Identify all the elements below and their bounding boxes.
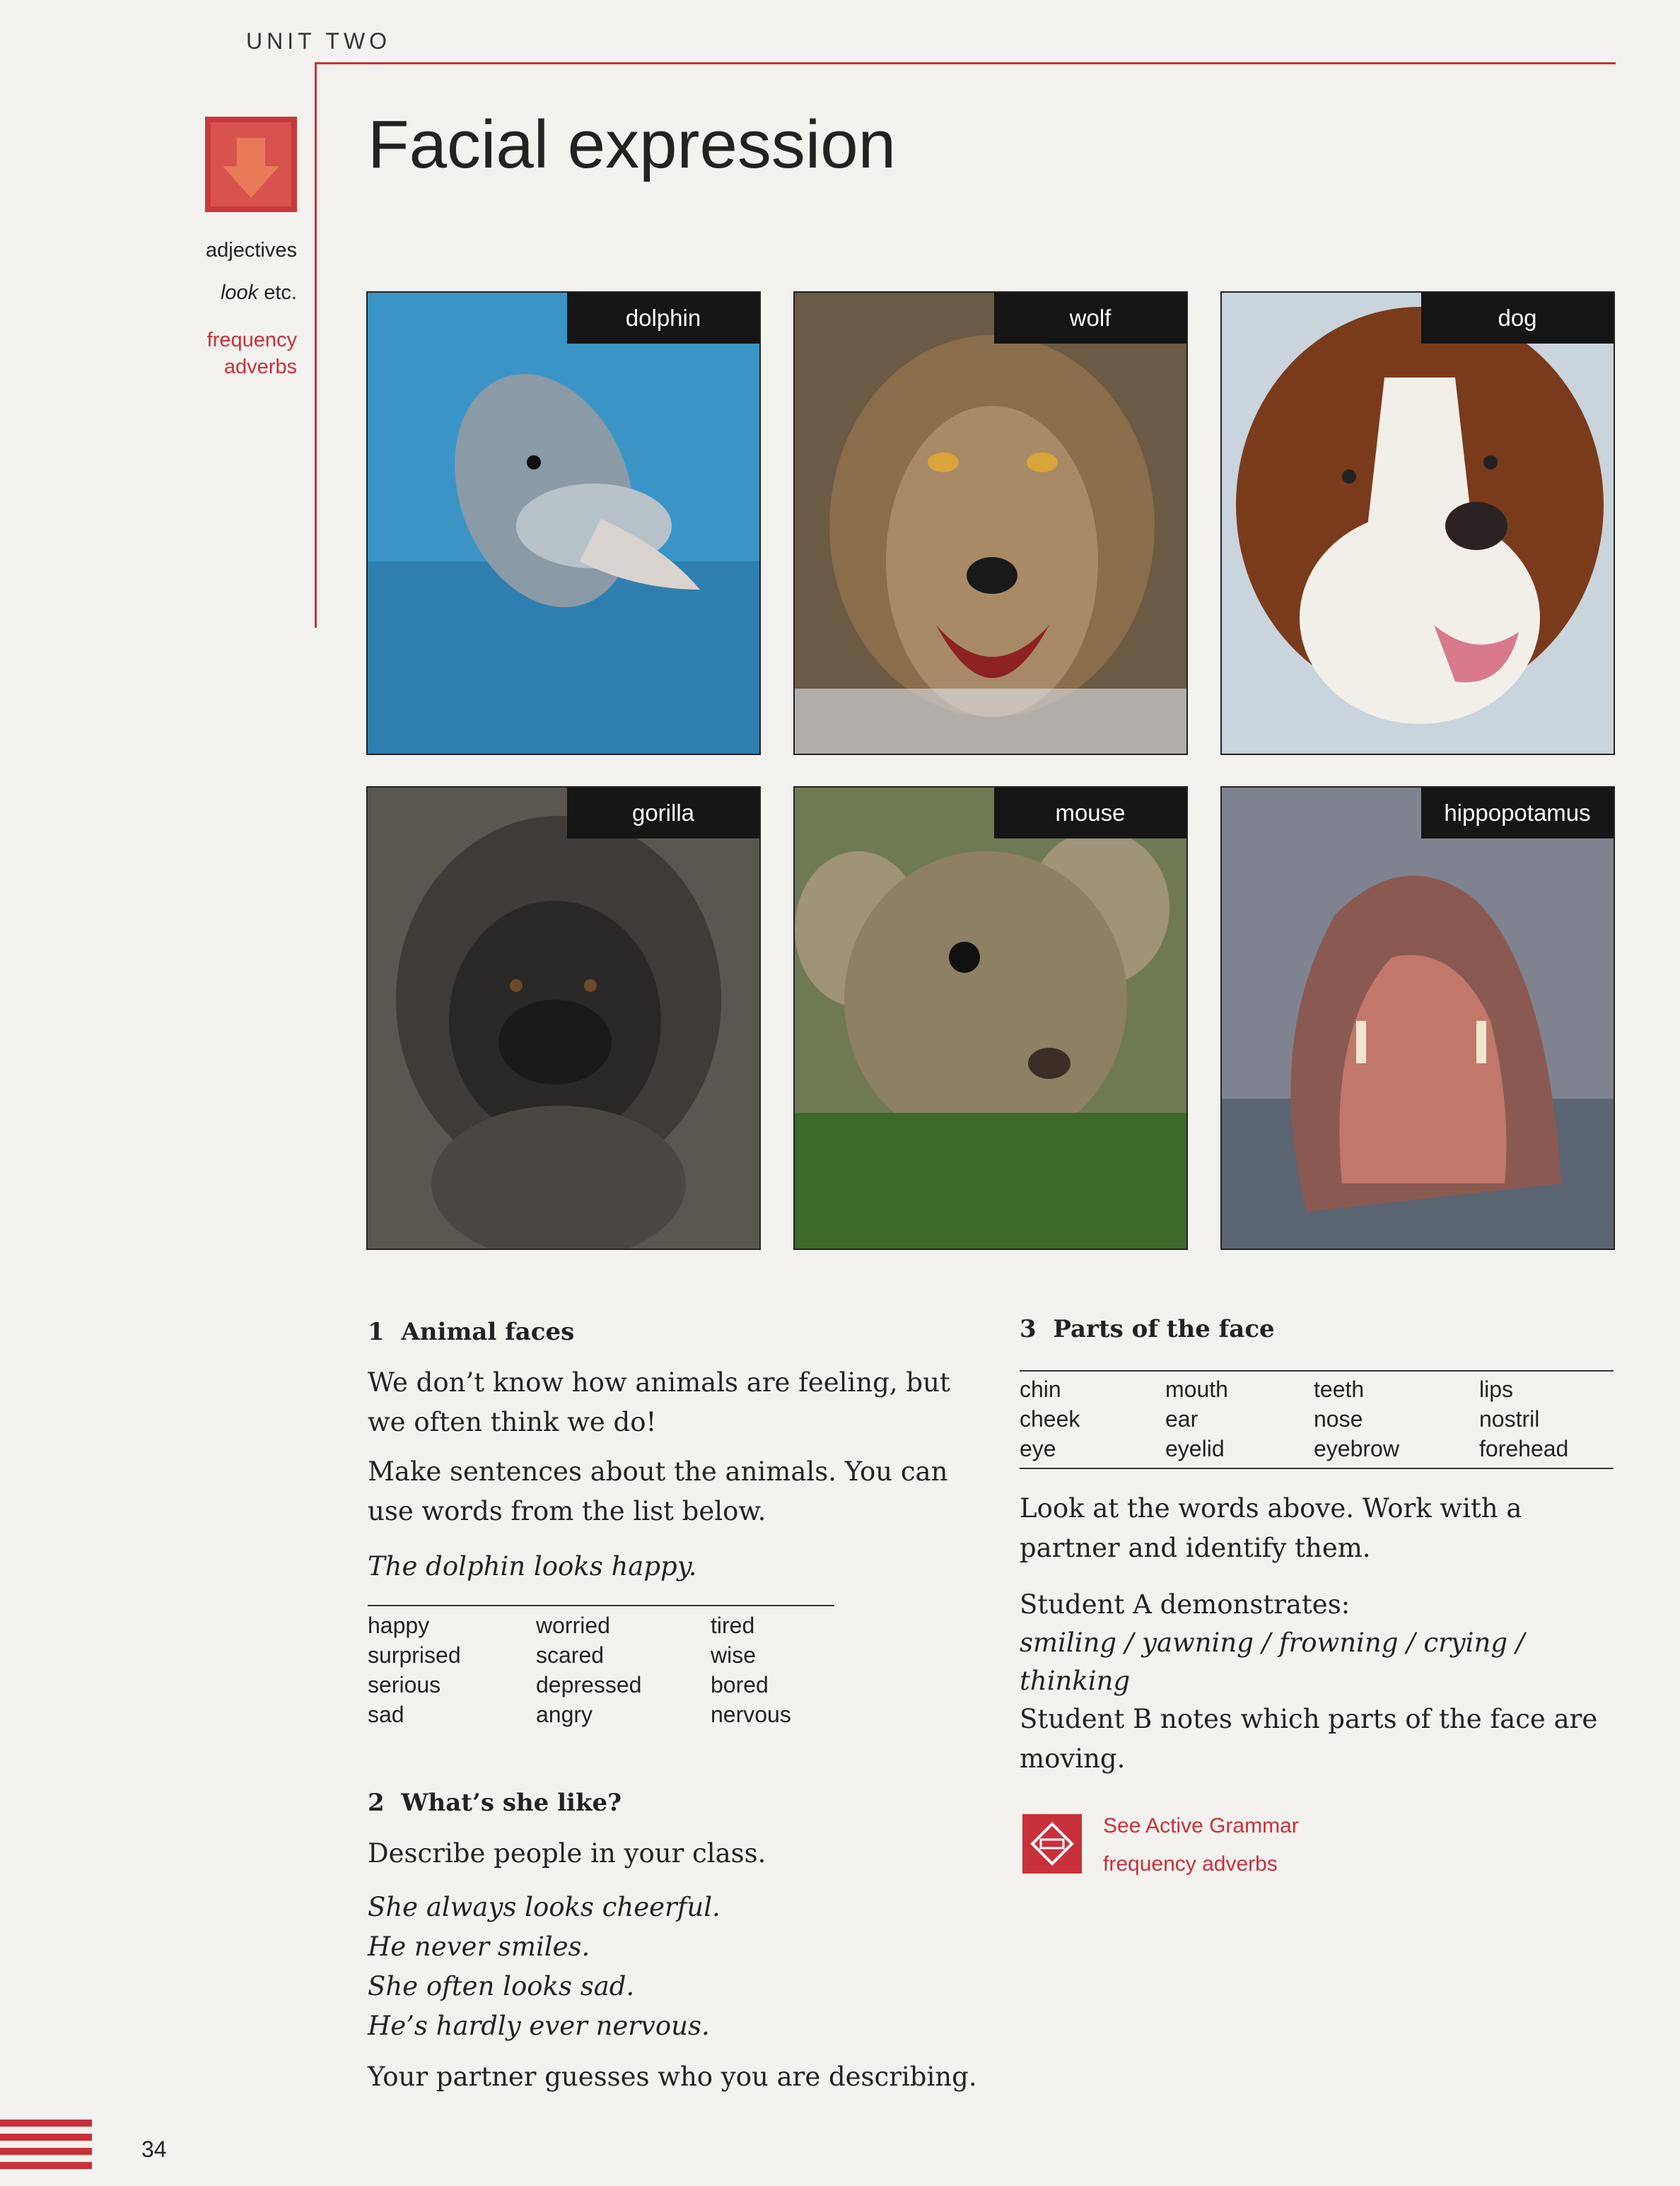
word-item: happy bbox=[368, 1613, 430, 1638]
photo-wolf bbox=[793, 291, 1188, 755]
photo-dog bbox=[1220, 291, 1615, 755]
word-item: mouth bbox=[1165, 1377, 1228, 1402]
word-item: eyelid bbox=[1165, 1436, 1225, 1461]
sidebar-frequency-adverbs: frequency adverbs bbox=[206, 329, 297, 378]
footer-stripe bbox=[0, 2148, 92, 2155]
section1-words-col3 bbox=[711, 1611, 791, 1729]
photo-dolphin bbox=[366, 291, 761, 755]
word-item: nervous bbox=[711, 1702, 791, 1727]
section3-number: 3 bbox=[1020, 1315, 1037, 1343]
word-item: worried bbox=[536, 1613, 610, 1638]
word-item: eye bbox=[1020, 1436, 1056, 1461]
section1-words-col1 bbox=[368, 1611, 461, 1729]
section1-title: Animal faces bbox=[401, 1318, 575, 1346]
photo-label: gorilla bbox=[567, 788, 759, 838]
word-item: tired bbox=[711, 1613, 755, 1638]
page-title: Facial expression bbox=[368, 107, 896, 182]
photo-label: wolf bbox=[994, 293, 1186, 344]
photo-label: mouse bbox=[994, 788, 1186, 838]
section3-para1: Look at the words above. Work with a partner and identify them. bbox=[1020, 1493, 1522, 1563]
unit-label: UNIT TWO bbox=[246, 28, 392, 54]
section3-italic-line1: smiling / yawning / frowning / crying / bbox=[1020, 1627, 1525, 1658]
word-item: forehead bbox=[1479, 1436, 1569, 1461]
section2-examples bbox=[368, 1888, 721, 2046]
word-item: teeth bbox=[1314, 1377, 1365, 1402]
section1-heading bbox=[368, 1318, 574, 1346]
section1-para2: Make sentences about the animals. You can use words from the list below. bbox=[368, 1456, 948, 1526]
word-item: bored bbox=[711, 1672, 769, 1697]
section1-number: 1 bbox=[368, 1318, 385, 1346]
section2-heading bbox=[368, 1789, 622, 1817]
example-line: He never smiles. bbox=[368, 1931, 590, 1962]
photo-hippopotamus bbox=[1220, 786, 1615, 1250]
section3-para3: Student B notes which parts of the face are moving. bbox=[1020, 1704, 1598, 1774]
active-grammar-line1: See Active Grammar bbox=[1103, 1814, 1299, 1837]
sidebar-adjectives: adjectives bbox=[206, 239, 297, 262]
section2-number: 2 bbox=[368, 1789, 385, 1817]
footer-stripe bbox=[0, 2134, 92, 2141]
footer-stripe bbox=[0, 2162, 92, 2169]
photo-mouse bbox=[793, 786, 1188, 1250]
active-grammar-line2: frequency adverbs bbox=[1103, 1852, 1278, 1876]
unit-arrow-icon bbox=[205, 117, 297, 212]
word-item: eyebrow bbox=[1314, 1436, 1399, 1461]
active-grammar-icon bbox=[1022, 1814, 1082, 1874]
section3-rule-bottom bbox=[1020, 1468, 1614, 1469]
section3-title: Parts of the face bbox=[1053, 1315, 1275, 1343]
word-item: serious bbox=[368, 1672, 441, 1697]
word-item: cheek bbox=[1020, 1406, 1080, 1432]
section3-italic-line2: thinking bbox=[1020, 1666, 1131, 1696]
photo-label: dolphin bbox=[567, 293, 759, 344]
photo-label: dog bbox=[1421, 293, 1614, 344]
example-line: He’s hardly ever nervous. bbox=[368, 2011, 710, 2041]
word-item: surprised bbox=[368, 1642, 461, 1668]
footer-stripe bbox=[0, 2120, 92, 2127]
section3-words-col4 bbox=[1479, 1374, 1568, 1463]
word-item: angry bbox=[536, 1702, 593, 1727]
section3-rule-top bbox=[1020, 1370, 1614, 1372]
sidebar-look-word: look bbox=[220, 281, 259, 304]
word-item: lips bbox=[1479, 1377, 1514, 1402]
section3-words-col1 bbox=[1020, 1374, 1080, 1463]
word-item: nose bbox=[1314, 1406, 1363, 1432]
word-item: ear bbox=[1165, 1406, 1198, 1432]
section2-title: What’s she like? bbox=[401, 1789, 622, 1817]
section1-rule bbox=[368, 1605, 834, 1606]
margin-rule bbox=[315, 62, 317, 628]
word-item: nostril bbox=[1479, 1406, 1540, 1432]
section3-words-col3 bbox=[1314, 1374, 1399, 1463]
page-number: 34 bbox=[141, 2137, 167, 2162]
word-item: wise bbox=[711, 1642, 757, 1668]
example-line: She always looks cheerful. bbox=[368, 1892, 721, 1922]
section3-para2: Student A demonstrates: bbox=[1020, 1589, 1351, 1620]
active-grammar-link[interactable] bbox=[1103, 1807, 1299, 1883]
example-line: She often looks sad. bbox=[368, 1971, 635, 2001]
section2-outro: Your partner guesses who you are describing. bbox=[368, 2062, 977, 2092]
word-item: depressed bbox=[536, 1672, 642, 1697]
section3-words-col2 bbox=[1165, 1374, 1228, 1463]
photo-label: hippopotamus bbox=[1421, 788, 1614, 838]
header-rule bbox=[315, 62, 1616, 64]
section1-para1: We don’t know how animals are feeling, but we often think we do! bbox=[368, 1367, 950, 1437]
section3-heading bbox=[1020, 1315, 1275, 1343]
word-item: scared bbox=[536, 1642, 605, 1668]
section2-intro: Describe people in your class. bbox=[368, 1838, 766, 1869]
word-item: chin bbox=[1020, 1377, 1061, 1402]
section1-example: The dolphin looks happy. bbox=[368, 1551, 697, 1582]
sidebar-look bbox=[202, 281, 297, 305]
word-item: sad bbox=[368, 1702, 404, 1727]
sidebar-look-suffix: etc. bbox=[258, 281, 297, 304]
section1-words-col2 bbox=[536, 1611, 641, 1729]
photo-gorilla bbox=[366, 786, 761, 1250]
